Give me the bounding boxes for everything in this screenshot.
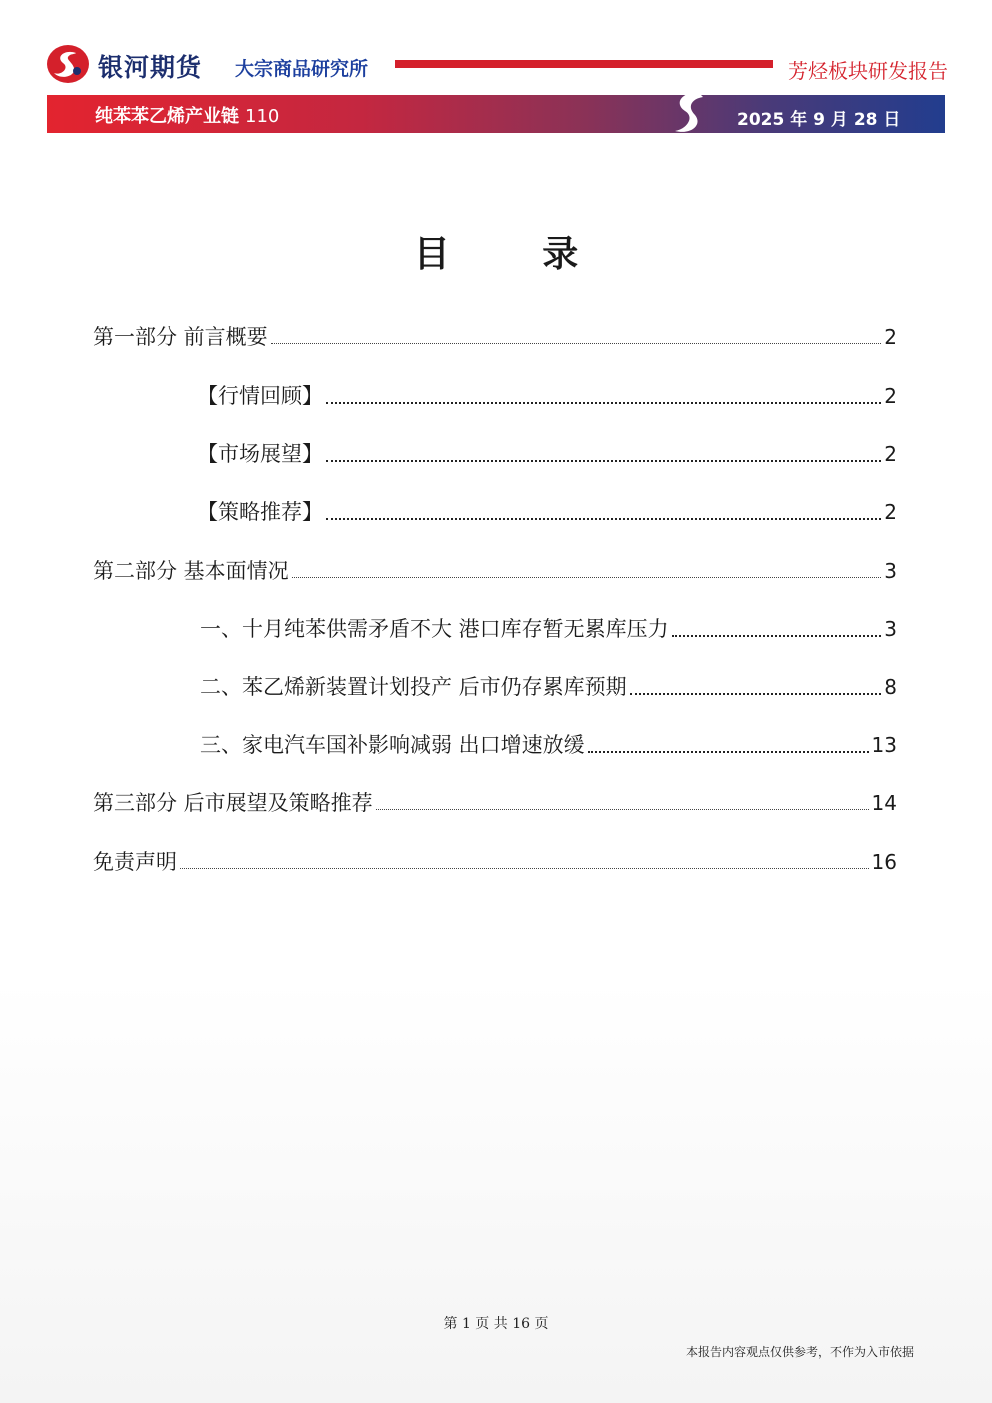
toc-entry[interactable] xyxy=(93,555,897,585)
toc-entry-text: 【市场展望】 xyxy=(197,442,323,466)
brand-name: 银河期货 xyxy=(98,53,203,82)
galaxy-logo-icon xyxy=(46,44,90,84)
toc-leader xyxy=(326,518,881,520)
toc-page-number: 3 xyxy=(884,617,897,641)
toc-leader xyxy=(271,343,882,344)
toc-page-number: 2 xyxy=(884,500,897,524)
page-number: 第 1 页 共 16 页 xyxy=(443,1316,549,1332)
toc-entry[interactable] xyxy=(200,671,897,701)
toc-entry-text: 【策略推荐】 xyxy=(197,500,323,524)
toc-page-number: 8 xyxy=(884,675,897,699)
report-type: 芳烃板块研发报告 xyxy=(788,59,948,83)
toc-page-number: 3 xyxy=(884,559,897,583)
header-divider xyxy=(395,60,773,68)
toc-entry[interactable] xyxy=(197,438,897,468)
report-date: 2025 年 9 月 28 日 xyxy=(737,110,901,130)
toc-entry-text: 第一部分 前言概要 xyxy=(93,325,268,349)
toc-page-number: 2 xyxy=(884,442,897,466)
toc-leader xyxy=(326,402,881,404)
toc-entry[interactable] xyxy=(197,380,897,410)
toc-page-number: 2 xyxy=(884,384,897,408)
toc-entry[interactable] xyxy=(200,729,897,759)
toc-entry-text: 【行情回顾】 xyxy=(197,384,323,408)
report-header xyxy=(0,0,992,140)
toc-leader xyxy=(588,751,869,753)
toc-entry-text: 三、家电汽车国补影响减弱 出口增速放缓 xyxy=(200,733,585,757)
toc-page-number: 13 xyxy=(871,733,897,757)
toc-title: 目 录 xyxy=(413,234,619,275)
banner-title xyxy=(95,102,279,128)
banner-title-text: 纯苯苯乙烯产业链 xyxy=(95,106,239,127)
toc-leader xyxy=(630,693,882,695)
toc-entry-text: 第二部分 基本面情况 xyxy=(93,559,289,583)
toc-entry[interactable] xyxy=(200,613,897,643)
title-banner xyxy=(47,95,945,133)
toc-entry-text: 第三部分 后市展望及策略推荐 xyxy=(93,791,373,815)
toc-entry[interactable] xyxy=(93,846,897,876)
toc-entry[interactable] xyxy=(93,321,897,351)
toc-entry-text: 免责声明 xyxy=(93,850,177,874)
swoosh-icon xyxy=(669,89,709,137)
toc-leader xyxy=(672,635,882,637)
institute-name: 大宗商品研究所 xyxy=(235,58,369,80)
toc-entry-text: 一、十月纯苯供需矛盾不大 港口库存暂无累库压力 xyxy=(200,617,669,641)
toc-leader xyxy=(326,460,881,462)
toc-page-number: 2 xyxy=(884,325,897,349)
toc-leader xyxy=(180,868,869,869)
toc-leader xyxy=(292,577,882,578)
toc-leader xyxy=(376,809,869,810)
toc-page-number: 16 xyxy=(871,850,897,874)
toc-entry[interactable] xyxy=(197,496,897,526)
toc-entry-text: 二、苯乙烯新装置计划投产 后市仍存累库预期 xyxy=(200,675,627,699)
toc-entry[interactable] xyxy=(93,787,897,817)
banner-issue-number: 110 xyxy=(245,106,280,127)
toc-page-number: 14 xyxy=(871,791,897,815)
footer-disclaimer: 本报告内容观点仅供参考，不作为入市依据 xyxy=(686,1345,915,1359)
